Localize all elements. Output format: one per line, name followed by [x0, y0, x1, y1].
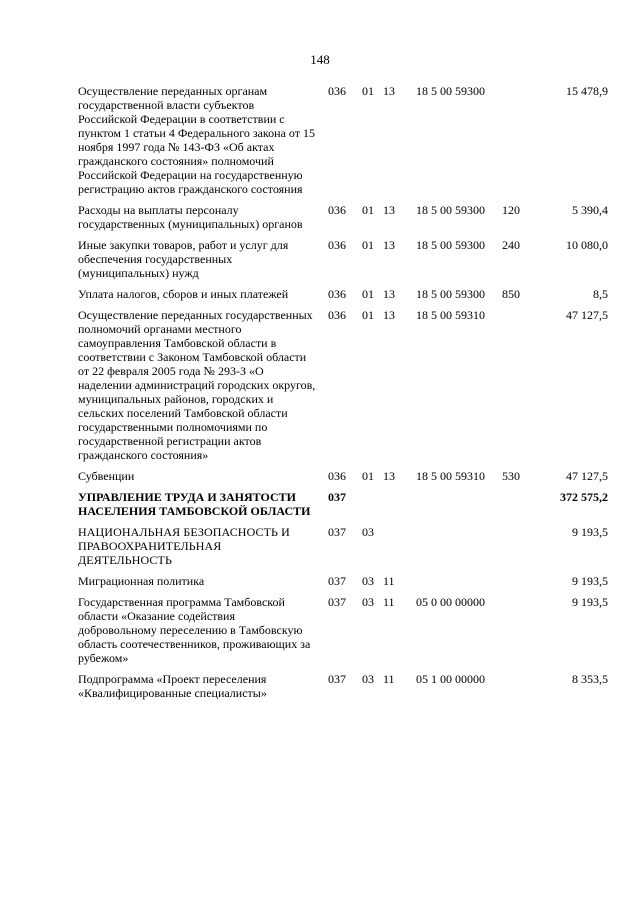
row-amount: 47 127,5: [566, 469, 608, 483]
row-name: Расходы на выплаты персоналу государственных (муниципальных) органов: [78, 203, 303, 231]
row-admin-code: 037: [328, 672, 346, 686]
row-amount: 8 353,5: [572, 672, 608, 686]
row-subsection-code: 11: [383, 595, 395, 609]
row-expense-type: 530: [502, 469, 520, 483]
row-subsection-code: 13: [383, 238, 395, 252]
row-admin-code: 036: [328, 238, 346, 252]
row-name: НАЦИОНАЛЬНАЯ БЕЗОПАСНОСТЬ И ПРАВООХРАНИТЕЛЬНАЯ ДЕЯТЕЛЬНОСТЬ: [78, 525, 290, 567]
row-target-article: 18 5 00 59310: [416, 308, 485, 322]
row-amount: 10 080,0: [566, 238, 608, 252]
row-name: Осуществление переданных государственных полномочий органами местного самоуправления Тамбовской области в соответствии с Законом Тамбовской области от 22 февраля 2005 года № 293-З «О наделении администраций городских округов, муниципальных районов, городских и сельских поселений Тамбовской области государственными полномочиями по государственной регистрации актов гражданского состояния»: [78, 308, 316, 462]
row-section-code: 03: [362, 595, 374, 609]
budget-table: [74, 84, 614, 707]
row-subsection-code: 11: [383, 574, 395, 588]
row-subsection-code: 13: [383, 308, 395, 322]
row-target-article: 05 0 00 00000: [416, 595, 485, 609]
row-amount: 372 575,2: [560, 490, 608, 504]
row-admin-code: 036: [328, 469, 346, 483]
row-section-code: 01: [362, 308, 374, 322]
row-expense-type: 240: [502, 238, 520, 252]
row-section-code: 03: [362, 672, 374, 686]
row-name: Осуществление переданных органам государственной власти субъектов Российской Федерации в соответствии с пунктом 1 статьи 4 Федерального закона от 15 ноября 1997 года № 143-ФЗ «Об актах гражданского состояния» полномочий Российской Федерации на государственную регистрацию актов гражданского состояния: [78, 84, 315, 196]
row-target-article: 18 5 00 59300: [416, 84, 485, 98]
row-section-code: 01: [362, 238, 374, 252]
row-subsection-code: 13: [383, 203, 395, 217]
row-name: Подпрограмма «Проект переселения «Квалифицированные специалисты»: [78, 672, 267, 700]
row-admin-code: 037: [328, 574, 346, 588]
row-name: Государственная программа Тамбовской области «Оказание содействия добровольному переселению в Тамбовскую область соотечественников, проживающих за рубежом»: [78, 595, 311, 665]
row-section-code: 01: [362, 203, 374, 217]
row-target-article: 18 5 00 59300: [416, 287, 485, 301]
table-row: [74, 595, 614, 665]
row-subsection-code: 13: [383, 469, 395, 483]
row-subsection-code: 13: [383, 287, 395, 301]
row-name: Субвенции: [78, 469, 135, 483]
row-admin-code: 036: [328, 308, 346, 322]
row-name: Уплата налогов, сборов и иных платежей: [78, 287, 289, 301]
table-row-section: [74, 525, 614, 567]
row-subsection-code: 11: [383, 672, 395, 686]
page-number: 148: [310, 52, 330, 67]
table-row: [74, 84, 614, 196]
row-section-code: 01: [362, 469, 374, 483]
row-admin-code: 036: [328, 203, 346, 217]
row-section-code: 01: [362, 287, 374, 301]
table-row: [74, 574, 614, 588]
table-row: [74, 287, 614, 301]
table-row: [74, 672, 614, 700]
row-admin-code: 037: [328, 595, 346, 609]
row-amount: 9 193,5: [572, 574, 608, 588]
row-admin-code: 037: [328, 525, 346, 539]
table-row: [74, 308, 614, 462]
row-amount: 9 193,5: [572, 595, 608, 609]
row-admin-code: 036: [328, 84, 346, 98]
row-admin-code: 036: [328, 287, 346, 301]
row-amount: 9 193,5: [572, 525, 608, 539]
row-name: УПРАВЛЕНИЕ ТРУДА И ЗАНЯТОСТИ НАСЕЛЕНИЯ ТАМБОВСКОЙ ОБЛАСТИ: [78, 490, 311, 518]
row-name: Иные закупки товаров, работ и услуг для обеспечения государственных (муниципальных) нужд: [78, 238, 289, 280]
table-row: [74, 469, 614, 483]
row-target-article: 05 1 00 00000: [416, 672, 485, 686]
row-expense-type: 850: [502, 287, 520, 301]
row-amount: 5 390,4: [572, 203, 608, 217]
row-amount: 8,5: [593, 287, 608, 301]
row-target-article: 18 5 00 59310: [416, 469, 485, 483]
row-amount: 47 127,5: [566, 308, 608, 322]
row-admin-code: 037: [328, 490, 346, 504]
table-row: [74, 203, 614, 231]
row-section-code: 03: [362, 574, 374, 588]
row-target-article: 18 5 00 59300: [416, 238, 485, 252]
row-subsection-code: 13: [383, 84, 395, 98]
row-section-code: 03: [362, 525, 374, 539]
row-expense-type: 120: [502, 203, 520, 217]
row-amount: 15 478,9: [566, 84, 608, 98]
row-target-article: 18 5 00 59300: [416, 203, 485, 217]
row-section-code: 01: [362, 84, 374, 98]
row-name: Миграционная политика: [78, 574, 205, 588]
table-row-department: [74, 490, 614, 518]
table-row: [74, 238, 614, 280]
